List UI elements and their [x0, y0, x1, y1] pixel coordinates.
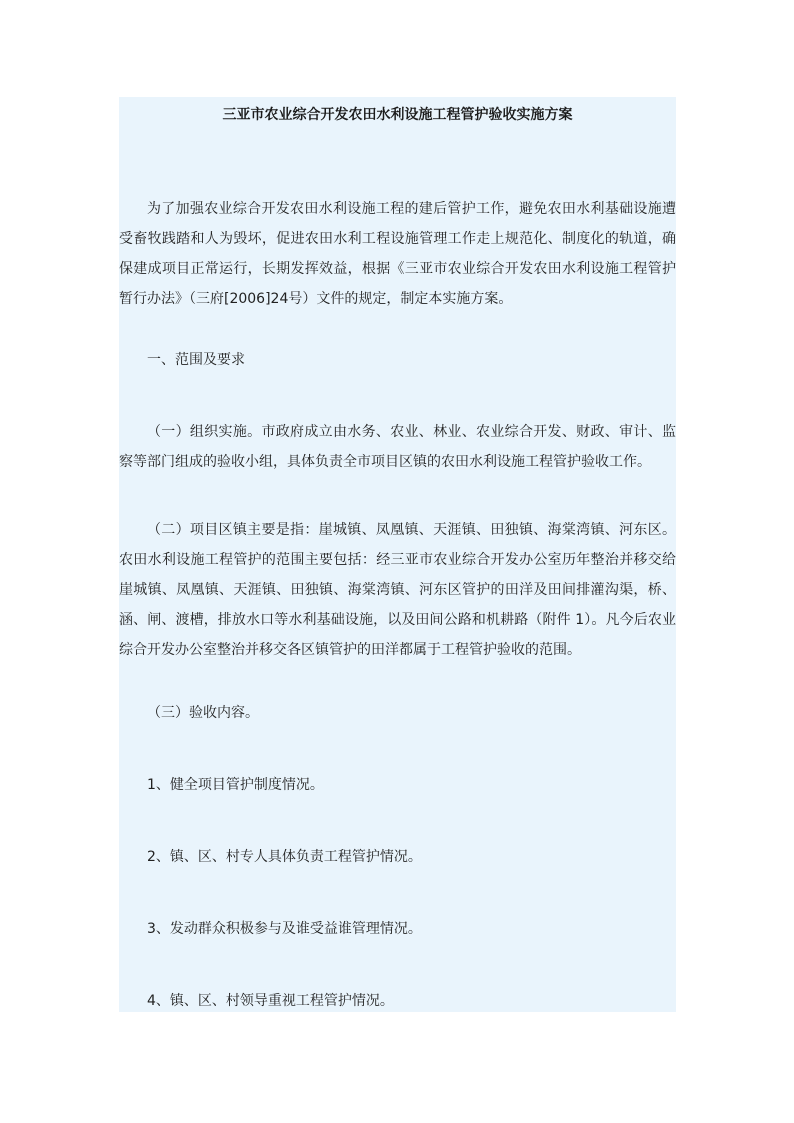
document-panel — [119, 97, 676, 1012]
list-item-4: 4、镇、区、村领导重视工程管护情况。 — [147, 993, 394, 1009]
paragraph-project-areas: （二）项目区镇主要是指：崖城镇、凤凰镇、天涯镇、田独镇、海棠湾镇、河东区。农田水利设施工程管护的范围主要包括：经三亚市农业综合开发办公室历年整治并移交给崖城镇、凤凰镇、天涯镇、田独镇、海棠湾镇、河东区管护的田洋及田间排灌沟渠，桥、涵、闸、渡槽，排放水口等水利基础设施，以及田间公路和机耕路（附件 1）。凡今后农业综合开发办公室整治并移交各区镇管护的田洋都属于工程管护验收的范围。 — [119, 522, 676, 658]
paragraph-organization: （一）组织实施。市政府成立由水务、农业、林业、农业综合开发、财政、审计、监察等部门组成的验收小组，具体负责全市项目区镇的农田水利设施工程管护验收工作。 — [119, 424, 676, 470]
list-item-1: 1、健全项目管护制度情况。 — [147, 777, 324, 793]
list-item-3: 3、发动群众积极参与及谁受益谁管理情况。 — [147, 921, 422, 937]
section-heading-acceptance-content: （三）验收内容。 — [147, 705, 259, 721]
intro-paragraph: 为了加强农业综合开发农田水利设施工程的建后管护工作，避免农田水利基础设施遭受畜牧践踏和人为毁坏，促进农田水利工程设施管理工作走上规范化、制度化的轨道，确保建成项目正常运行，长期发挥效益，根据《三亚市农业综合开发农田水利设施工程管护暂行办法》（三府[2006]24号）文件的规定，制定本实施方案。 — [119, 201, 676, 307]
document-title: 三亚市农业综合开发农田水利设施工程管护验收实施方案 — [222, 107, 573, 123]
list-item-2: 2、镇、区、村专人具体负责工程管护情况。 — [147, 849, 422, 865]
section-heading-scope: 一、范围及要求 — [147, 352, 245, 368]
